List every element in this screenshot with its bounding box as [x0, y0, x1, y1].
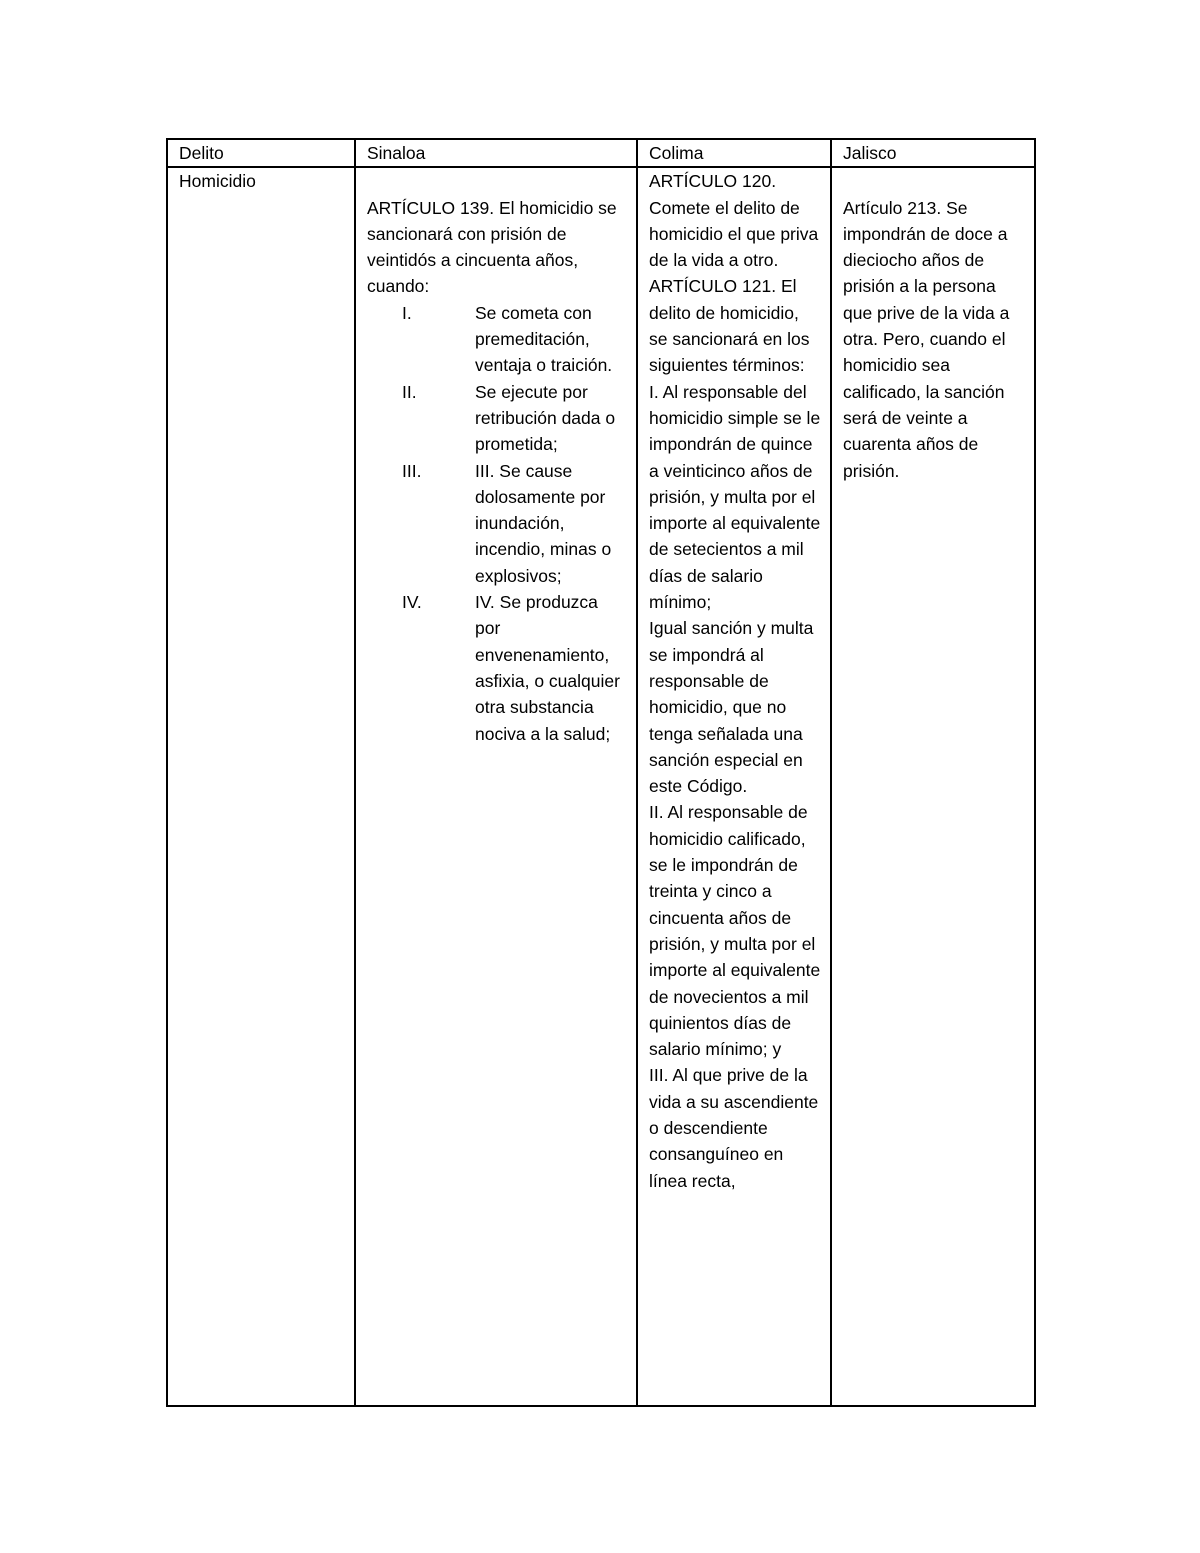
table-row-homicidio [167, 167, 1035, 1406]
table-header-row [167, 139, 1035, 167]
cell-jalisco [831, 167, 1035, 1406]
fraction-text: IV. Se produzca por envenenamiento, asfixia, o cualquier otra substancia nociva a la salud; [475, 592, 620, 744]
header-colima: Colima [637, 139, 831, 167]
colima-paragraph: I. Al responsable del homicidio simple se le impondrán de quince a veinticinco años de prisión, y multa por el importe al equivalente de setecientos a mil días de salario mínimo; [649, 381, 821, 613]
cell-colima [637, 167, 831, 1406]
sinaloa-intro: ARTÍCULO 139. El homicidio se sancionará con prisión de veintidós a cincuenta años, cuando: [367, 197, 617, 297]
list-item [367, 458, 628, 589]
colima-paragraph: III. Al que prive de la vida a su ascendiente o descendiente consanguíneo en línea recta, [649, 1065, 819, 1191]
list-item [367, 379, 628, 458]
comparison-table [166, 138, 1036, 1407]
sinaloa-fractions [367, 300, 628, 747]
colima-paragraph: ARTÍCULO 120. Comete el delito de homicidio el que priva de la vida a otro. ARTÍCULO 121. El delito de homicidio, se sancionará en los siguientes términos: [649, 171, 819, 376]
fraction-number: III. [402, 460, 422, 481]
colima-paragraph: II. Al responsable de homicidio calificado, se le impondrán de treinta y cinco a cincuenta años de prisión, y multa por el importe al equivalente de novecientos a mil quinientos días de salario mínimo; y [649, 802, 821, 1060]
cell-delito: Homicidio [167, 167, 355, 1406]
cell-sinaloa [355, 167, 637, 1406]
fraction-number: IV. [402, 592, 422, 613]
jalisco-text: Artículo 213. Se impondrán de doce a dieciocho años de prisión a la persona que prive de la vida a otra. Pero, cuando el homicidio sea calificado, la sanción será de veinte a cuarenta años de prisión. [843, 197, 1010, 481]
fraction-text: Se cometa con premeditación, ventaja o traición. [475, 302, 613, 376]
header-sinaloa: Sinaloa [355, 139, 637, 167]
header-jalisco: Jalisco [831, 139, 1035, 167]
fraction-number: II. [402, 381, 417, 402]
list-item [367, 300, 628, 379]
fraction-text: III. Se cause dolosamente por inundación, incendio, minas o explosivos; [475, 460, 612, 586]
list-item [367, 589, 628, 747]
fraction-text: Se ejecute por retribución dada o prometida; [475, 381, 616, 455]
fraction-number: I. [402, 302, 412, 323]
header-delito: Delito [167, 139, 355, 167]
colima-paragraph: Igual sanción y multa se impondrá al responsable de homicidio, que no tenga señalada una sanción especial en este Código. [649, 618, 814, 797]
